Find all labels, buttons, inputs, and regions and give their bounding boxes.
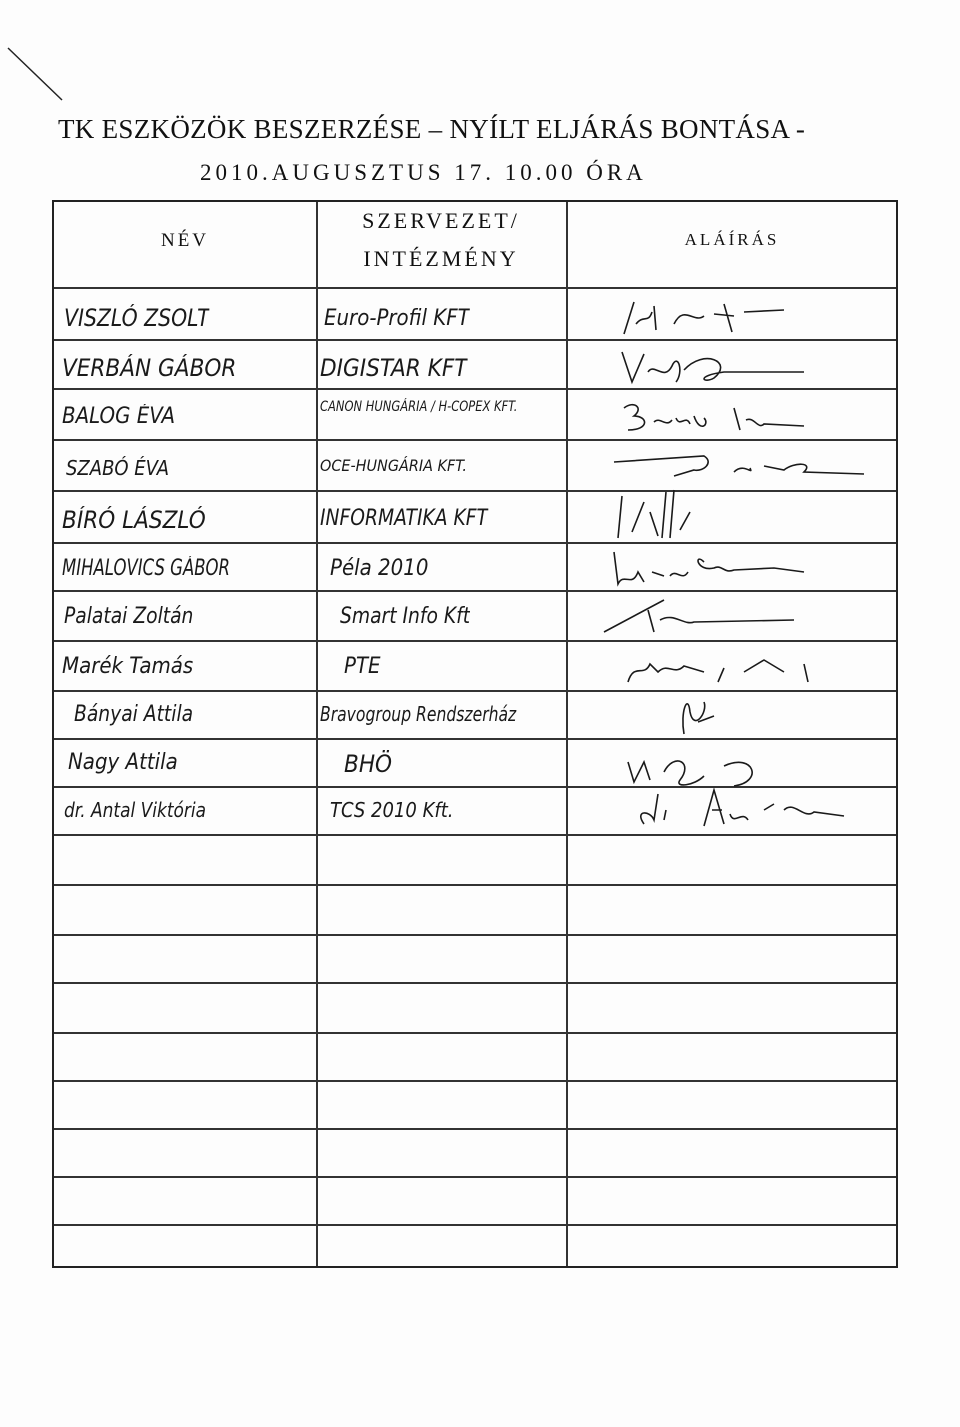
column-header-name: NÉV bbox=[160, 230, 210, 251]
handwritten-org: Péla 2010 bbox=[330, 556, 429, 581]
handwritten-name: Palatai Zoltán bbox=[64, 604, 194, 629]
row-divider bbox=[54, 884, 896, 886]
handwritten-name: VERBÁN GÁBOR bbox=[62, 354, 237, 382]
handwritten-org: Smart Info Kft bbox=[340, 604, 471, 629]
signature bbox=[614, 294, 814, 342]
handwritten-name: MIHALOVICS GÁBOR bbox=[62, 556, 231, 581]
handwritten-name: SZABÓ ÉVA bbox=[66, 456, 170, 480]
handwritten-org: Bravogroup Rendszerház bbox=[320, 702, 517, 726]
column-divider bbox=[316, 202, 318, 1266]
signature bbox=[614, 394, 814, 442]
column-header-signature: ALÁÍRÁS bbox=[684, 230, 780, 249]
header-divider bbox=[54, 287, 896, 289]
row-divider bbox=[54, 834, 896, 836]
handwritten-name: VISZLÓ ZSOLT bbox=[64, 304, 210, 332]
handwritten-name: BALOG ÉVA bbox=[62, 404, 176, 429]
handwritten-org: CANON HUNGÁRIA / H-COPEX KFT. bbox=[320, 399, 518, 415]
corner-pen-stroke bbox=[0, 0, 80, 110]
handwritten-name: dr. Antal Viktória bbox=[64, 798, 207, 822]
handwritten-org: BHÖ bbox=[344, 750, 393, 778]
handwritten-org: DIGISTAR KFT bbox=[320, 354, 468, 382]
document-title: TK ESZKÖZÖK BESZERZÉSE – NYÍLT ELJÁRÁS BONTÁSA - bbox=[58, 114, 806, 144]
handwritten-name: Nagy Attila bbox=[68, 750, 178, 775]
signature bbox=[614, 780, 854, 834]
column-header-org-line2: INTÉZMÉNY bbox=[363, 246, 519, 271]
handwritten-org: OCE-HUNGÁRIA KFT. bbox=[320, 456, 467, 475]
column-divider bbox=[566, 202, 568, 1266]
row-divider bbox=[54, 1176, 896, 1178]
document-subtitle: 2010.AUGUSZTUS 17. 10.00 ÓRA bbox=[200, 160, 647, 185]
row-divider bbox=[54, 1032, 896, 1034]
handwritten-org: Euro-Profil KFT bbox=[324, 306, 470, 331]
handwritten-org: TCS 2010 Kft. bbox=[330, 798, 454, 822]
row-divider bbox=[54, 982, 896, 984]
row-divider bbox=[54, 1080, 896, 1082]
row-divider bbox=[54, 1128, 896, 1130]
signature bbox=[614, 342, 814, 390]
handwritten-name: Bányai Attila bbox=[74, 702, 194, 727]
column-header-org-line1: SZERVEZET/ bbox=[362, 208, 520, 233]
handwritten-name: BÍRÓ LÁSZLÓ bbox=[62, 506, 206, 534]
row-divider bbox=[54, 934, 896, 936]
signature bbox=[594, 592, 814, 640]
attendance-table bbox=[52, 200, 898, 1268]
handwritten-org: PTE bbox=[344, 654, 381, 679]
handwritten-org: INFORMATIKA KFT bbox=[320, 506, 488, 531]
handwritten-name: Marék Tamás bbox=[62, 654, 194, 679]
signature bbox=[604, 532, 824, 592]
row-divider bbox=[54, 1224, 896, 1226]
